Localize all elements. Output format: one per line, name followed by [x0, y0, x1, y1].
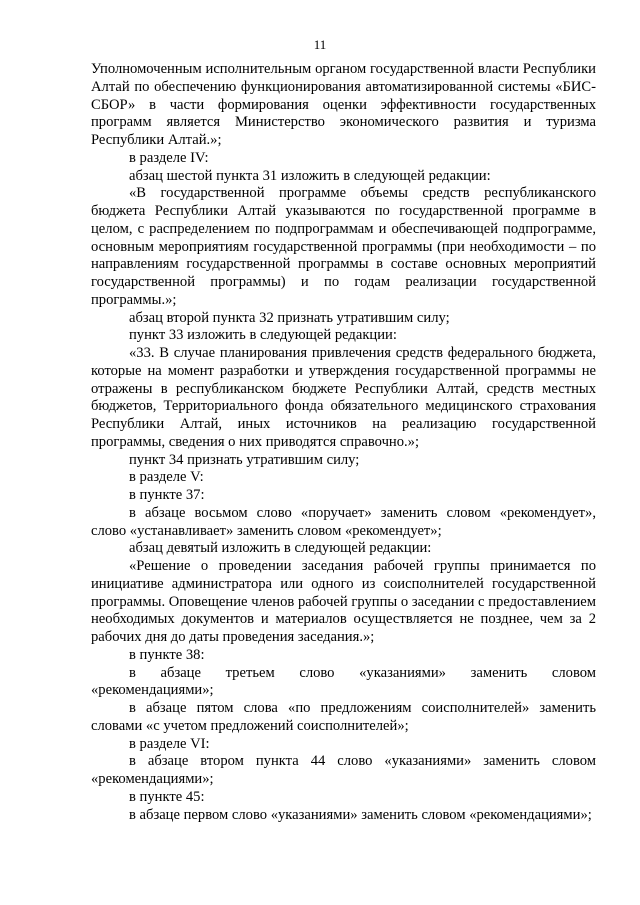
paragraph-section-iv: в разделе IV:	[129, 149, 209, 166]
paragraph-item-33: пункт 33 изложить в следующей редакции:	[129, 327, 397, 344]
paragraph-section-vi: в разделе VI:	[129, 735, 210, 752]
paragraph-item-32: абзац второй пункта 32 признать утратившим силу;	[129, 309, 450, 326]
page-number: 11	[313, 37, 327, 52]
paragraph-authorized-body: Уполномоченным исполнительным органом государственной власти Республики Алтай по обеспечению функционирования автоматизированной системы «БИС-СБОР» в части формирования оценки эффективности государственных программ является Министерство экономического развития и туризма Республики Алтай.»;	[91, 61, 596, 148]
document-body	[91, 61, 596, 824]
paragraph-item-34: пункт 34 признать утратившим силу;	[129, 451, 360, 468]
paragraph-quote-budget-volumes: «В государственной программе объемы средств республиканского бюджета Республики Алтай указываются по государственной программе в целом, с распределением по подпрограммам и обеспечивающей подпрограмме, основным мероприятиям государственной программы (при необходимости – по направлениям государственной программы в составе основных мероприятий государственной программы) и по годам реализации государственной программы.»;	[91, 185, 596, 308]
paragraph-section-v: в разделе V:	[129, 469, 204, 486]
paragraph-item-44: в абзаце втором пункта 44 слово «указаниями» заменить словом «рекомендациями»;	[91, 753, 596, 787]
paragraph-ninth-abzac: абзац девятый изложить в следующей редакции:	[129, 540, 432, 557]
paragraph-third-abzac: в абзаце третьем слово «указаниями» заменить словом «рекомендациями»;	[91, 664, 596, 699]
paragraph-first-abzac: в абзаце первом слово «указаниями» заменить словом «рекомендациями»;	[129, 806, 592, 823]
paragraph-eighth-abzac: в абзаце восьмом слово «поручает» заменить словом «рекомендует», слово «устанавливает» заменить словом «рекомендует»;	[91, 504, 596, 539]
paragraph-item-37: в пункте 37:	[129, 487, 205, 503]
paragraph-quote-item-33: «33. В случае планирования привлечения средств федерального бюджета, которые на момент разработки и утверждения государственной программы не отражены в республиканском бюджете Республики Алтай, средств местных бюджетов, Территориального фонда обязательного медицинского страхования Республики Алтай, иных источников на реализацию государственной программы, сведения о них приводятся справочно.»;	[91, 345, 596, 450]
paragraph-item-38: в пункте 38:	[129, 646, 205, 663]
paragraph-item-45: в пункте 45:	[129, 788, 205, 805]
paragraph-quote-working-group: «Решение о проведении заседания рабочей группы принимается по инициативе администратора или одного из соисполнителей государственной программы. Оповещение членов рабочей группы о заседании с предоставлением необходимых документов и материалов осуществляется не позднее, чем за 2 рабочих дня до даты проведения заседания.»;	[91, 558, 596, 645]
paragraph-item-31: абзац шестой пункта 31 изложить в следующей редакции:	[129, 167, 491, 184]
paragraph-fifth-abzac: в абзаце пятом слова «по предложениям соисполнителей» заменить словами «с учетом предложений соисполнителей»;	[91, 700, 596, 734]
